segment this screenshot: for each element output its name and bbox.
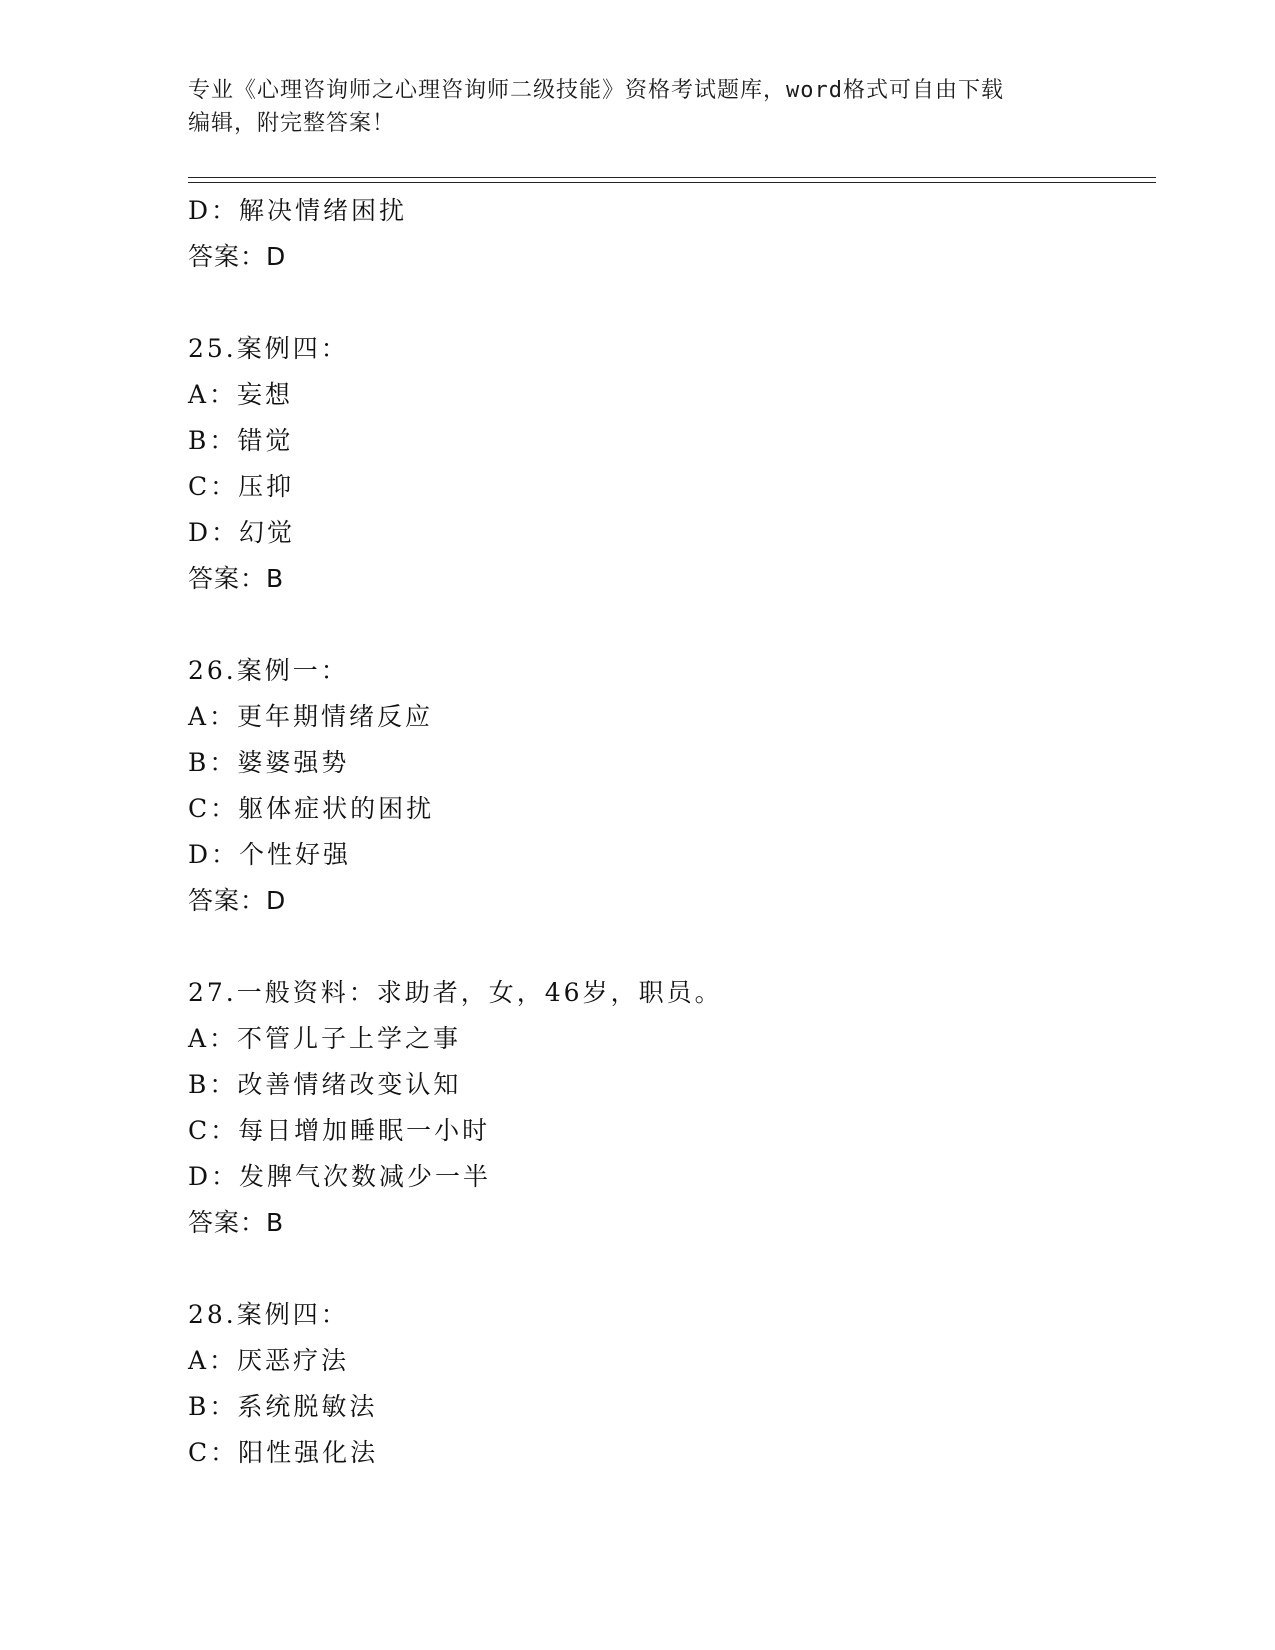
option-d: D：幻觉: [188, 518, 296, 547]
question-26: [188, 648, 1156, 924]
spacer: [188, 280, 1156, 326]
option-c: C：躯体症状的困扰: [188, 794, 435, 823]
answer-line: 答案：B: [188, 564, 285, 593]
spacer: [188, 602, 1156, 648]
option-a: A：妄想: [188, 380, 294, 409]
answer-line: 答案：D: [188, 242, 287, 271]
option-a: A：更年期情绪反应: [188, 702, 434, 731]
option-b: B：改善情绪改变认知: [188, 1070, 462, 1099]
question-28: [188, 1292, 1156, 1476]
spacer: [188, 1246, 1156, 1292]
option-a: A：不管儿子上学之事: [188, 1024, 462, 1053]
option-b: B：错觉: [188, 426, 294, 455]
header-divider-bottom: [188, 182, 1156, 183]
question-title: 28.案例四：: [188, 1300, 349, 1329]
document-header: [188, 74, 1088, 140]
option-d: D：发脾气次数减少一半: [188, 1162, 492, 1191]
option-c: C：每日增加睡眠一小时: [188, 1116, 491, 1145]
question-title: 27.一般资料：求助者，女，46岁，职员。: [188, 978, 723, 1007]
answer-line: 答案：B: [188, 1208, 285, 1237]
option-b: B：系统脱敏法: [188, 1392, 378, 1421]
option-d: D：个性好强: [188, 840, 352, 869]
question-title: 25.案例四：: [188, 334, 349, 363]
question-27: [188, 970, 1156, 1246]
option-a: A：厌恶疗法: [188, 1346, 350, 1375]
option-b: B：婆婆强势: [188, 748, 350, 777]
option-c: C：压抑: [188, 472, 295, 501]
option-c: C：阳性强化法: [188, 1438, 379, 1467]
header-divider-top: [188, 177, 1156, 178]
question-25: [188, 326, 1156, 602]
option-d: D：解决情绪困扰: [188, 196, 408, 225]
question-title: 26.案例一：: [188, 656, 349, 685]
answer-line: 答案：D: [188, 886, 287, 915]
header-line-2: 编辑，附完整答案！: [188, 111, 396, 136]
header-line-1: 专业《心理咨询师之心理咨询师二级技能》资格考试题库，word格式可自由下载: [188, 78, 1004, 103]
question-list: [188, 188, 1156, 1476]
spacer: [188, 924, 1156, 970]
